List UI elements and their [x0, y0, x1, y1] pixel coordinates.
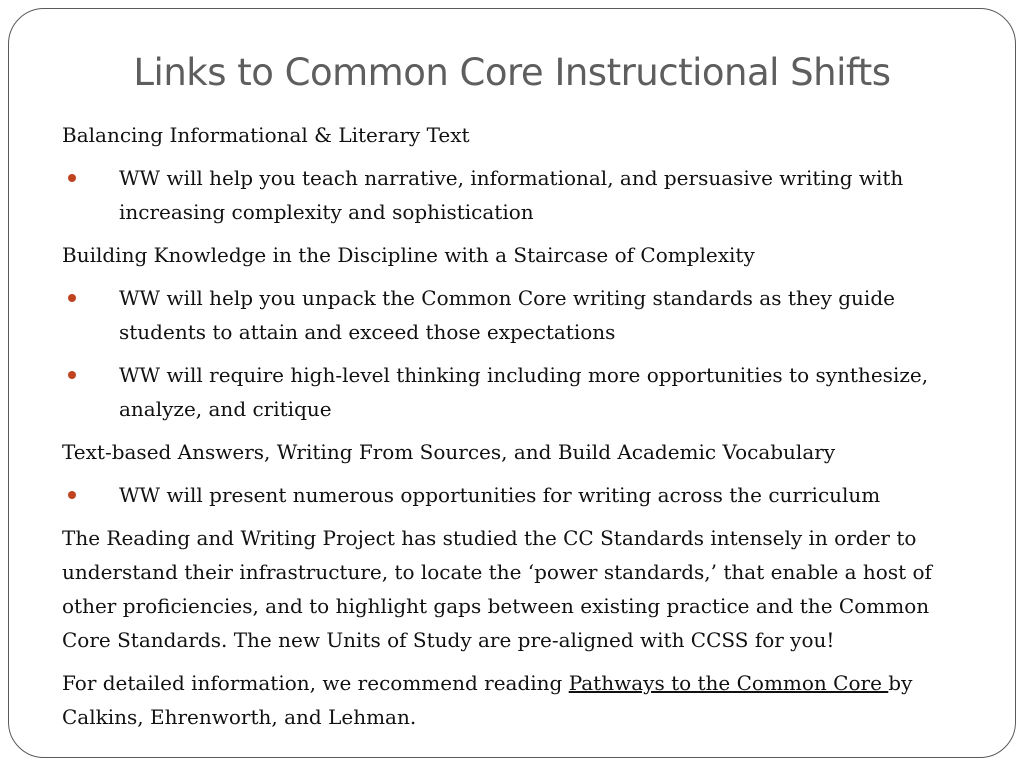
section-heading-balancing: Balancing Informational & Literary Text [62, 123, 470, 147]
bullet-dot-icon [68, 371, 76, 379]
slide-title: Links to Common Core Instructional Shifts [133, 51, 891, 94]
paragraph-detailed-info-after: by Calkins, Ehrenworth, and Lehman. [62, 671, 913, 729]
bullet-item [62, 161, 962, 229]
bullet-dot-icon [68, 174, 76, 182]
bullet-text: WW will present numerous opportunities for writing across the curriculum [119, 483, 881, 507]
bullet-text: WW will require high-level thinking including more opportunities to synthesize, analyze, and critique [119, 363, 929, 421]
pathways-book-link[interactable]: Pathways to the Common Core [568, 671, 889, 695]
bullet-dot-icon [68, 491, 76, 499]
section-heading-text-based: Text-based Answers, Writing From Sources, and Build Academic Vocabulary [62, 440, 836, 464]
paragraph-detailed-info-before: For detailed information, we recommend reading [62, 671, 569, 695]
section-heading-knowledge: Building Knowledge in the Discipline with a Staircase of Complexity [62, 243, 755, 267]
slide-content [62, 118, 962, 743]
paragraph-reading-writing-project: The Reading and Writing Project has studied the CC Standards intensely in order to understand their infrastructure, to locate the ‘power standards,’ that enable a host of other proficiencies, and to highlight gaps between existing practice and the Common Core Standards. The new Units of Study are pre-aligned with CCSS for you! [62, 526, 932, 652]
bullet-dot-icon [68, 294, 76, 302]
bullet-text: WW will help you teach narrative, informational, and persuasive writing with increasing complexity and sophistication [119, 166, 904, 224]
bullet-text: WW will help you unpack the Common Core writing standards as they guide students to attain and exceed those expectations [119, 286, 895, 344]
bullet-item [62, 478, 962, 512]
paragraph-detailed-info [62, 666, 962, 734]
bullet-item [62, 358, 962, 426]
bullet-item [62, 281, 962, 349]
